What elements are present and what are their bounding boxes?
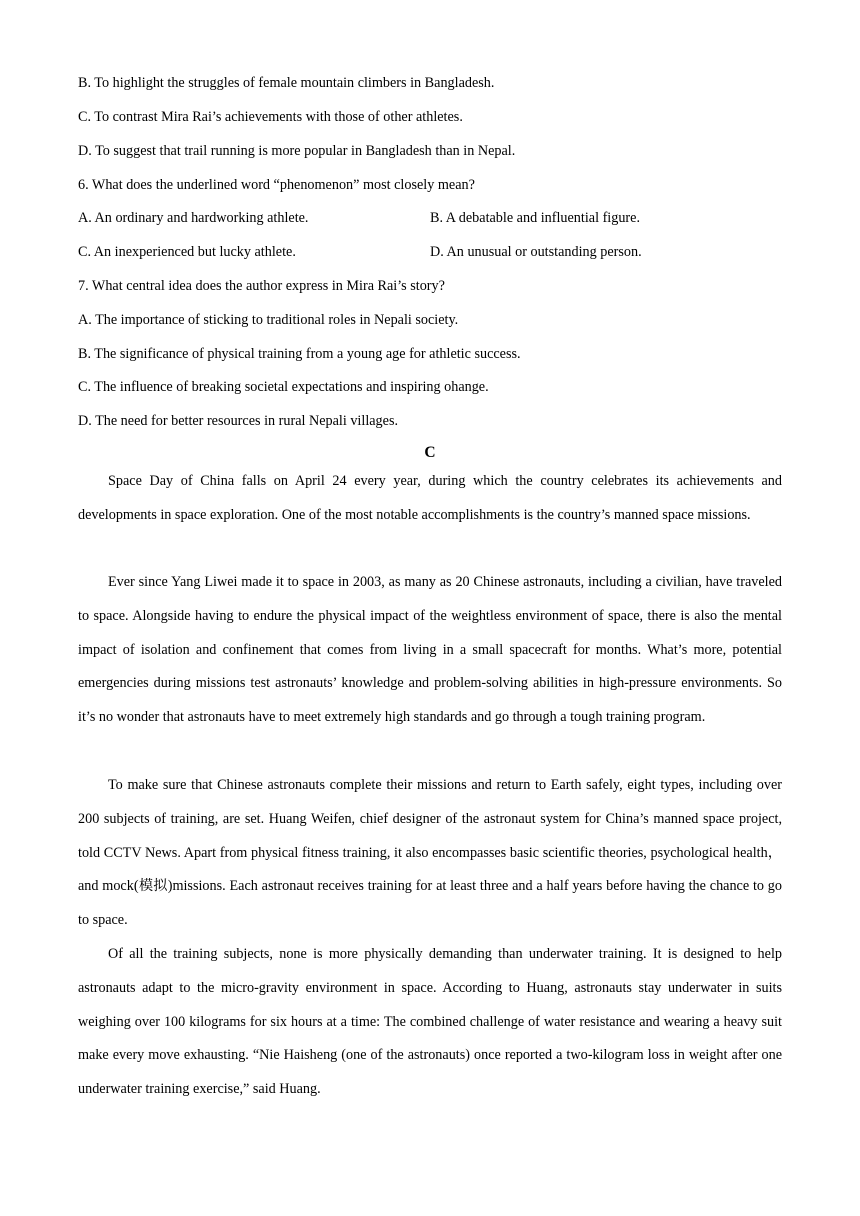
q7-option-b: B. The significance of physical training from a young age for athletic success. — [78, 346, 521, 362]
paragraph-1: Space Day of China falls on April 24 every year, during which the country celebrates its achievements and developments in space exploration. One of the most notable accomplishments is the country’s manned space missions. — [78, 473, 782, 523]
q6-option-c: C. An inexperienced but lucky athlete. — [78, 244, 296, 260]
paragraph-2: Ever since Yang Liwei made it to space in 2003, as many as 20 Chinese astronauts, including a civilian, have traveled to space. Alongside having to endure the physical impact of the weightless environment of space, there is also the mental impact of isolation and confinement that comes from living in a small spacecraft for months. What’s more, potential emergencies during missions test astronauts’ knowledge and problem-solving abilities in high-pressure environments. So it’s no wonder that astronauts have to meet extremely high standards and go through a tough training program. — [78, 574, 782, 726]
q6-option-d: D. An unusual or outstanding person. — [430, 244, 642, 260]
q6-stem: 6. What does the underlined word “phenomenon” most closely mean? — [78, 177, 475, 193]
q6-option-a: A. An ordinary and hardworking athlete. — [78, 210, 309, 226]
section-heading: C — [424, 444, 436, 461]
q7-stem: 7. What central idea does the author express in Mira Rai’s story? — [78, 278, 445, 294]
q5-option-d: D. To suggest that trail running is more popular in Bangladesh than in Nepal. — [78, 143, 516, 159]
q7-option-a: A. The importance of sticking to traditional roles in Nepali society. — [78, 312, 459, 328]
q7-option-d: D. The need for better resources in rural Nepali villages. — [78, 413, 399, 429]
q6-option-b: B. A debatable and influential figure. — [430, 210, 640, 226]
paragraph-4: Of all the training subjects, none is more physically demanding than underwater training. It is designed to help astronauts adapt to the micro-gravity environment in space. According to Huang, astronauts stay underwater in suits weighing over 100 kilograms for six hours at a time: The combined challenge of water resistance and wearing a heavy suit make every move exhausting. “Nie Haisheng (one of the astronauts) once reported a two-kilogram loss in weight after one underwater training exercise,” said Huang. — [78, 946, 782, 1098]
q5-option-b: B. To highlight the struggles of female mountain climbers in Bangladesh. — [78, 75, 495, 91]
paragraph-3: To make sure that Chinese astronauts complete their missions and return to Earth safely, eight types, including over 200 subjects of training, are set. Huang Weifen, chief designer of the astronaut system for China’s manned space project, told CCTV News. Apart from physical fitness training, it also encompasses basic scientific theories, psychological health， and mock(模拟)missions. Each astronaut receives training for at least three and a half years before having the chance to go to space. — [78, 777, 782, 929]
q5-option-c: C. To contrast Mira Rai’s achievements with those of other athletes. — [78, 109, 463, 125]
q7-option-c: C. The influence of breaking societal expectations and inspiring ohange. — [78, 379, 489, 395]
